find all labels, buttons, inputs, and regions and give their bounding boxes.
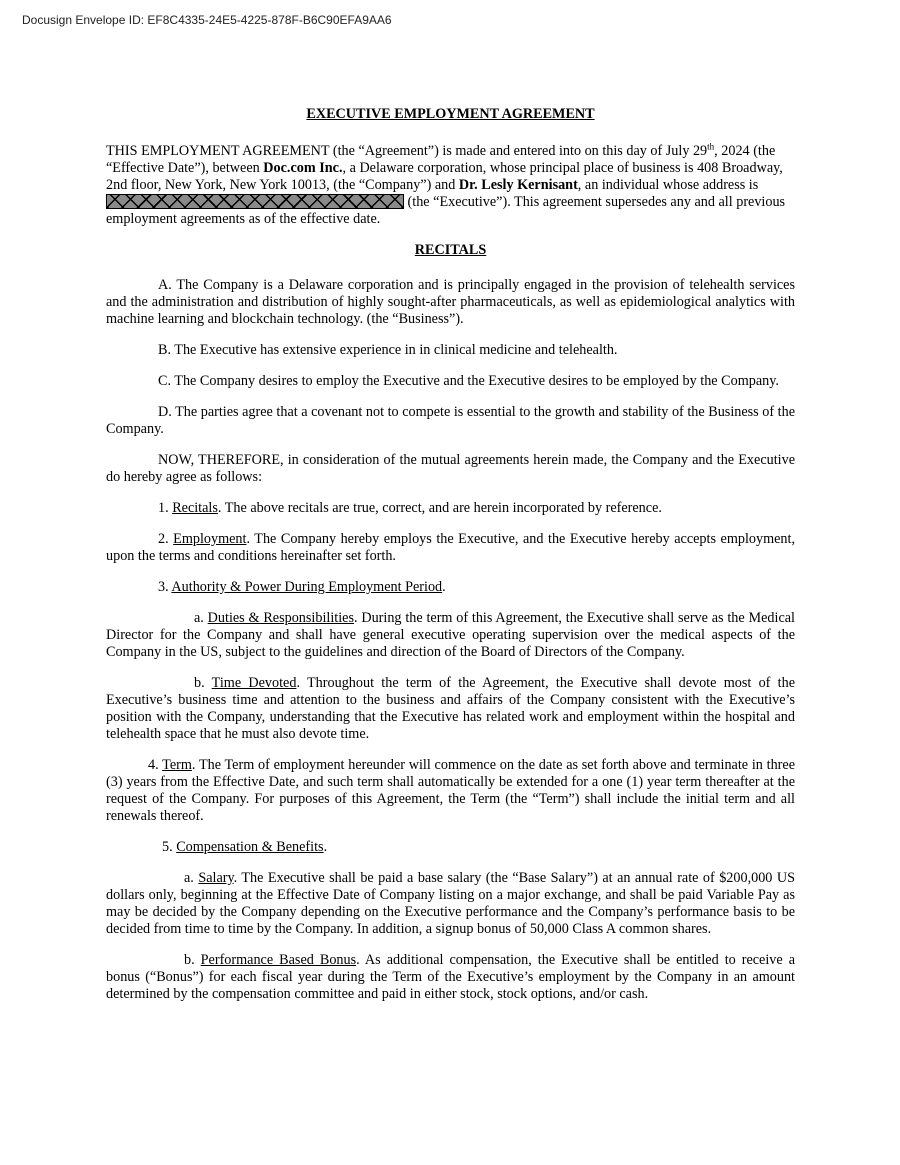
intro-text-1: THIS EMPLOYMENT AGREEMENT (the “Agreement”) is made and entered into on this day of July 29 xyxy=(106,143,708,159)
company-name: Doc.com Inc. xyxy=(263,160,343,176)
recital-c: C. The Company desires to employ the Executive and the Executive desires to be employed by the Company. xyxy=(158,373,779,389)
intro-text-5: (the “Executive”). This agreement supersedes any and all previous employment agreements as of the effective date. xyxy=(106,194,786,227)
section-number: 1. xyxy=(158,500,173,516)
recitals-heading: RECITALS xyxy=(414,242,487,258)
section-3 xyxy=(106,579,795,596)
section-5a xyxy=(106,870,795,938)
intro-text-2: , 2024 (the “Effective Date”), between xyxy=(106,143,776,176)
redacted-address xyxy=(106,194,404,209)
section-heading: Time Devoted xyxy=(211,675,297,691)
executive-name: Dr. Lesly Kernisant xyxy=(458,177,578,193)
section-text: . The Company hereby employs the Executive, and the Executive hereby accepts employment, upon the terms and conditions hereinafter set forth. xyxy=(106,531,795,564)
document-page xyxy=(106,106,795,1017)
section-text: . The Term of employment hereunder will commence on the date as set forth above and terminate in three (3) years from the Effective Date, and such term shall automatically be extended for a one (1) year term thereafter at the request of the Company. For purposes of this Agreement, the Term (the “Term”) shall include the initial term and all renewals thereof. xyxy=(106,757,795,824)
section-heading: Salary xyxy=(198,870,234,886)
section-3b xyxy=(106,675,795,743)
section-number: 5. xyxy=(162,839,177,855)
section-heading: Duties & Responsibilities xyxy=(207,610,354,626)
section-1 xyxy=(106,500,795,517)
section-2 xyxy=(106,531,795,565)
recital-b: B. The Executive has extensive experience in in clinical medicine and telehealth. xyxy=(158,342,618,358)
section-number: 2. xyxy=(158,531,174,547)
section-text: . During the term of this Agreement, the Executive shall serve as the Medical Director for the Company and shall have general executive operating supervision over the medical aspects of the Company in the US, subject to the guidelines and direction of the Board of Directors of the Company. xyxy=(106,610,795,660)
section-heading: Term xyxy=(162,757,192,773)
section-heading: Performance Based Bonus xyxy=(200,952,357,968)
section-text: . xyxy=(323,839,328,855)
document-title: EXECUTIVE EMPLOYMENT AGREEMENT xyxy=(306,106,595,122)
section-text: . The Executive shall be paid a base salary (the “Base Salary”) at an annual rate of $200,000 US dollars only, beginning at the Effective Date of Company listing on a major exchange, and shall be paid Variable Pay as may be decided by the Company depending on the Executive performance and the Company’s performance basis to be decided from time to time by the Company. In addition, a signup bonus of 50,000 Class A common shares. xyxy=(106,870,795,937)
intro-text-4: , an individual whose address is xyxy=(577,177,759,193)
section-3a xyxy=(106,610,795,661)
section-heading: Compensation & Benefits xyxy=(176,839,324,855)
section-4 xyxy=(106,757,795,825)
section-number: b. xyxy=(194,675,212,691)
intro-text-3: , a Delaware corporation, whose principal place of business is 408 Broadway, 2nd floor, New York, New York 10013, (the “Company”) and xyxy=(106,160,783,193)
intro-date-suffix: th xyxy=(707,141,715,152)
section-text: . As additional compensation, the Executive shall be entitled to receive a bonus (“Bonus”) for each fiscal year during the Term of the Executive’s employment by the Company in an amount determined by the compensation committee and paid in either stock, stock options, and/or cash. xyxy=(106,952,796,1002)
now-therefore-paragraph: NOW, THEREFORE, in consideration of the mutual agreements herein made, the Company and the Executive do hereby agree as follows: xyxy=(106,452,795,485)
section-text: . Throughout the term of the Agreement, the Executive shall devote most of the Executive’s business time and attention to the business and affairs of the Company consistent with the Executive’s position with the Company, understanding that the Executive has related work and employment within the hospital and telehealth space that he must also devote time. xyxy=(106,675,795,742)
section-text: . xyxy=(442,579,446,595)
section-text: . The above recitals are true, correct, and are herein incorporated by reference. xyxy=(217,500,662,516)
section-number: 3. xyxy=(158,579,172,595)
section-number: a. xyxy=(184,870,199,886)
section-5 xyxy=(106,839,795,856)
section-number: a. xyxy=(194,610,208,626)
section-number: 4. xyxy=(148,757,163,773)
section-heading: Employment xyxy=(173,531,247,547)
intro-paragraph xyxy=(106,143,795,228)
envelope-id: Docusign Envelope ID: EF8C4335-24E5-4225-878F-B6C90EFA9AA6 xyxy=(22,13,392,27)
section-number: b. xyxy=(184,952,201,968)
section-5b xyxy=(106,952,795,1003)
section-heading: Recitals xyxy=(172,500,218,516)
recital-a: A. The Company is a Delaware corporation and is principally engaged in the provision of telehealth services and the administration and distribution of highly sought-after pharmaceuticals, as well as epidemiological analytics with machine learning and blockchain technology. (the “Business”). xyxy=(106,277,795,327)
recital-d: D. The parties agree that a covenant not to compete is essential to the growth and stability of the Business of the Company. xyxy=(106,404,795,437)
section-heading: Authority & Power During Employment Period xyxy=(171,579,443,595)
